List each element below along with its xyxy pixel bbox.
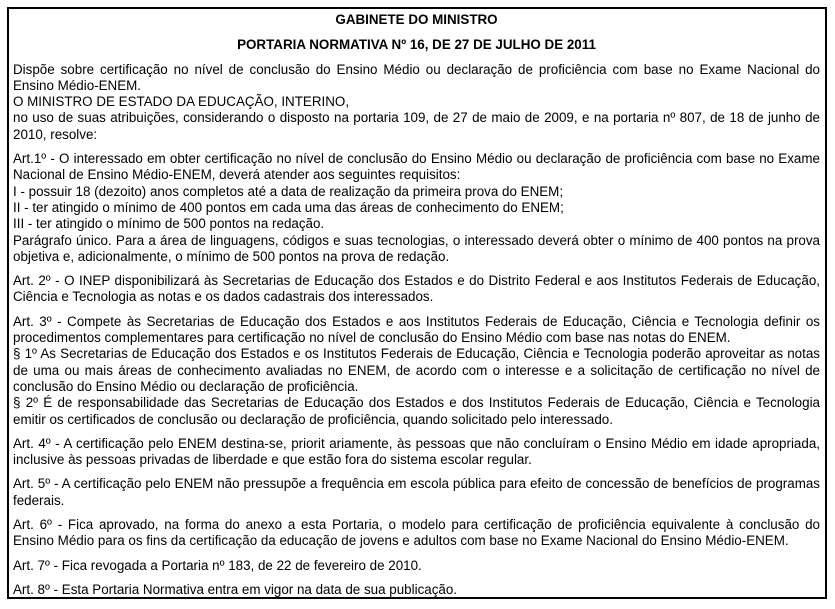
portaria-title: PORTARIA NORMATIVA Nº 16, DE 27 DE JULHO DE 2011 xyxy=(237,37,596,53)
article-4-paragraph xyxy=(13,436,820,469)
text-line: § 1º As Secretarias de Educação dos Estados e os Institutos Federais de Educação, Ciência e Tecnologia poderão aproveitar as notas de uma ou mais áreas de conhecimento avaliadas no ENEM, de acordo com o interesse e a solicitação de certificação no nível de conclusão do Ensino Médio ou declaração de proficiência. xyxy=(13,346,820,394)
text-line: II - ter atingido o mínimo de 400 pontos em cada uma das áreas de conhecimento do ENEM; xyxy=(13,199,564,215)
text-line: Art. 4º - A certificação pelo ENEM destina-se, priorit ariamente, às pessoas que não concluíram o Ensino Médio em idade apropriada, inclusive às pessoas privadas de liberdade e que estão fora do sistema escolar regular. xyxy=(13,435,820,468)
text-line: Dispõe sobre certificação no nível de conclusão do Ensino Médio ou declaração de proficiência com base no Exame Nacional do Ensino Médio-ENEM. xyxy=(13,61,820,93)
preamble-paragraph xyxy=(13,62,820,143)
text-line: no uso de suas atribuições, considerando o disposto na portaria 109, de 27 de maio de 2009, e na portaria nº 807, de 18 de junho de 2010, resolve: xyxy=(13,110,820,142)
article-5-paragraph xyxy=(13,476,820,509)
text-line: Art.1º - O interessado em obter certificação no nível de conclusão do Ensino Médio ou declaração de proficiência com base no Exame Nacional de Ensino Médio-ENEM, deverá atender aos seguintes requisitos: xyxy=(13,151,820,183)
document-page xyxy=(7,7,827,599)
text-line: III - ter atingido o mínimo de 500 pontos na redação. xyxy=(13,216,325,232)
article-6-paragraph xyxy=(13,517,820,550)
text-line: Art. 6º - Fica aprovado, na forma do anexo a esta Portaria, o modelo para certificação de proficiência equivalente à conclusão do Ensino Médio para os fins da certificação da educação de jovens e adultos com base no Exame Nacional do Ensino Médio-ENEM. xyxy=(13,517,820,549)
text-line: Art. 3º - Compete às Secretarias de Educação dos Estados e aos Institutos Federais de Educação, Ciência e Tecnologia definir os procedimentos complementares para certificação no nível de conclusão do Ensino Médio com base nas notas do ENEM. xyxy=(13,313,820,346)
article-3-paragraph xyxy=(13,314,820,428)
article-7-paragraph xyxy=(13,558,820,574)
text-line: Art. 5º - A certificação pelo ENEM não pressupõe a frequência em escola pública para efeito de concessão de benefícios de programas federais. xyxy=(13,476,820,508)
text-line: Art. 2º - O INEP disponibilizará às Secretarias de Educação dos Estados e do Distrito Federal e aos Institutos Federais de Educação, Ciência e Tecnologia as notas e os dados cadastrais dos interessados. xyxy=(13,273,820,305)
text-line: § 2º É de responsabilidade das Secretarias de Educação dos Estados e dos Institutos Federais de Educação, Ciência e Tecnologia emitir os certificados de conclusão ou declaração de proficiência, quando solicitado pelo interessado. xyxy=(13,395,820,427)
text-line: Art. 8º - Esta Portaria Normativa entra em vigor na data de sua publicação. xyxy=(13,581,458,597)
article-8-paragraph xyxy=(13,582,820,598)
text-line: O MINISTRO DE ESTADO DA EDUCAÇÃO, INTERINO, xyxy=(13,94,350,110)
text-line: Art. 7º - Fica revogada a Portaria nº 183, de 22 de fevereiro de 2010. xyxy=(13,557,422,573)
article-2-paragraph xyxy=(13,273,820,306)
text-line: I - possuir 18 (dezoito) anos completos até a data de realização da primeira prova do ENEM; xyxy=(13,183,564,199)
text-line: Parágrafo único. Para a área de linguagens, códigos e suas tecnologias, o interessado deverá obter o mínimo de 400 pontos na prova objetiva e, adicionalmente, o mínimo de 500 pontos na prova de redação. xyxy=(13,232,820,264)
article-1-paragraph xyxy=(13,151,820,265)
org-heading: GABINETE DO MINISTRO xyxy=(335,12,498,27)
